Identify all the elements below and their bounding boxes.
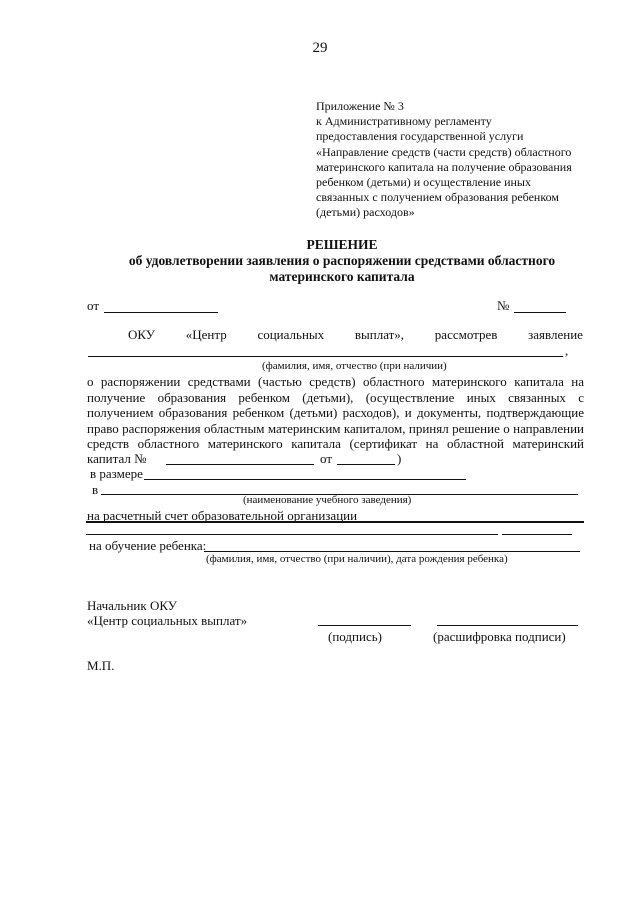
comma: , (565, 343, 569, 358)
amount-field[interactable] (144, 479, 466, 480)
certificate-close: ) (397, 451, 402, 466)
appendix-line: «Направление средств (части средств) областного (316, 144, 572, 159)
oku-word: заявление (528, 327, 583, 342)
institution-caption: (наименование учебного заведения) (243, 494, 412, 506)
oku-word: выплат», (354, 327, 405, 342)
account-line: на расчетный счет образовательной организации (87, 508, 358, 523)
child-field[interactable] (204, 551, 580, 552)
signature-decode-field[interactable] (437, 625, 578, 626)
oku-word: ОКУ (128, 327, 156, 342)
appendix-line: предоставления государственной услуги (316, 129, 524, 144)
stamp-place: М.П. (87, 658, 115, 673)
account-extra-field[interactable] (86, 534, 498, 535)
applicant-name-field[interactable] (88, 356, 563, 357)
appendix-line: к Административному регламенту (316, 114, 492, 129)
title-heading: РЕШЕНИЕ (306, 237, 378, 252)
appendix-line: материнского капитала на получение образования (316, 159, 572, 174)
in-label: в (92, 482, 99, 497)
signature-field[interactable] (318, 625, 411, 626)
certificate-date-field[interactable] (337, 464, 395, 465)
position-title: Начальник ОКУ (87, 598, 177, 613)
from-label: от (87, 298, 100, 313)
body-line: получением образования ребенком (детьми) расходов), и документы, подтверждающие (87, 405, 584, 420)
fio-caption: (фамилия, имя, отчество (при наличии) (262, 360, 447, 372)
body-line: право распоряжения областным материнским капиталом, принял решение о направлении (87, 421, 584, 436)
appendix-line: связанных с получением образования ребенком (316, 190, 559, 205)
date-field[interactable] (104, 312, 218, 313)
number-field[interactable] (514, 312, 566, 313)
account-extra-field-2[interactable] (502, 534, 572, 535)
child-caption: (фамилия, имя, отчество (при наличии), дата рождения ребенка) (206, 553, 508, 565)
title-subtitle: об удовлетворении заявления о распоряжении средствами областного (128, 253, 556, 268)
body-line: о распоряжении средствами (частью средств) областного материнского капитала на (87, 374, 584, 389)
oku-word: «Центр (185, 327, 227, 342)
signature-caption: (подпись) (328, 629, 382, 644)
number-label: № (497, 298, 510, 313)
account-field[interactable] (86, 521, 584, 523)
amount-label: в размере (90, 466, 143, 481)
certificate-number-field[interactable] (166, 464, 314, 465)
body-line: средств областного материнского капитала (сертификат на областной материнский (87, 436, 584, 451)
signature-decode-caption: (расшифровка подписи) (433, 629, 566, 644)
oku-word: социальных (257, 327, 325, 342)
certificate-label: капитал № (87, 451, 147, 466)
body-line: получение образования ребенком (детьми), (осуществление иных связанных с (87, 390, 584, 405)
appendix-block (316, 99, 572, 221)
page-number: 29 (312, 40, 328, 56)
document-title (0, 237, 640, 285)
appendix-line: (детьми) расходов» (316, 205, 415, 220)
position-title-2: «Центр социальных выплат» (87, 613, 248, 628)
appendix-line: ребенком (детьми) и осуществление иных (316, 175, 531, 190)
appendix-line: Приложение № 3 (316, 99, 404, 113)
oku-line (128, 327, 583, 343)
title-subtitle-2: материнского капитала (269, 269, 415, 284)
training-label: на обучение ребенка: (89, 538, 207, 553)
oku-word: рассмотрев (434, 327, 498, 342)
certificate-from-label: от (320, 451, 333, 466)
